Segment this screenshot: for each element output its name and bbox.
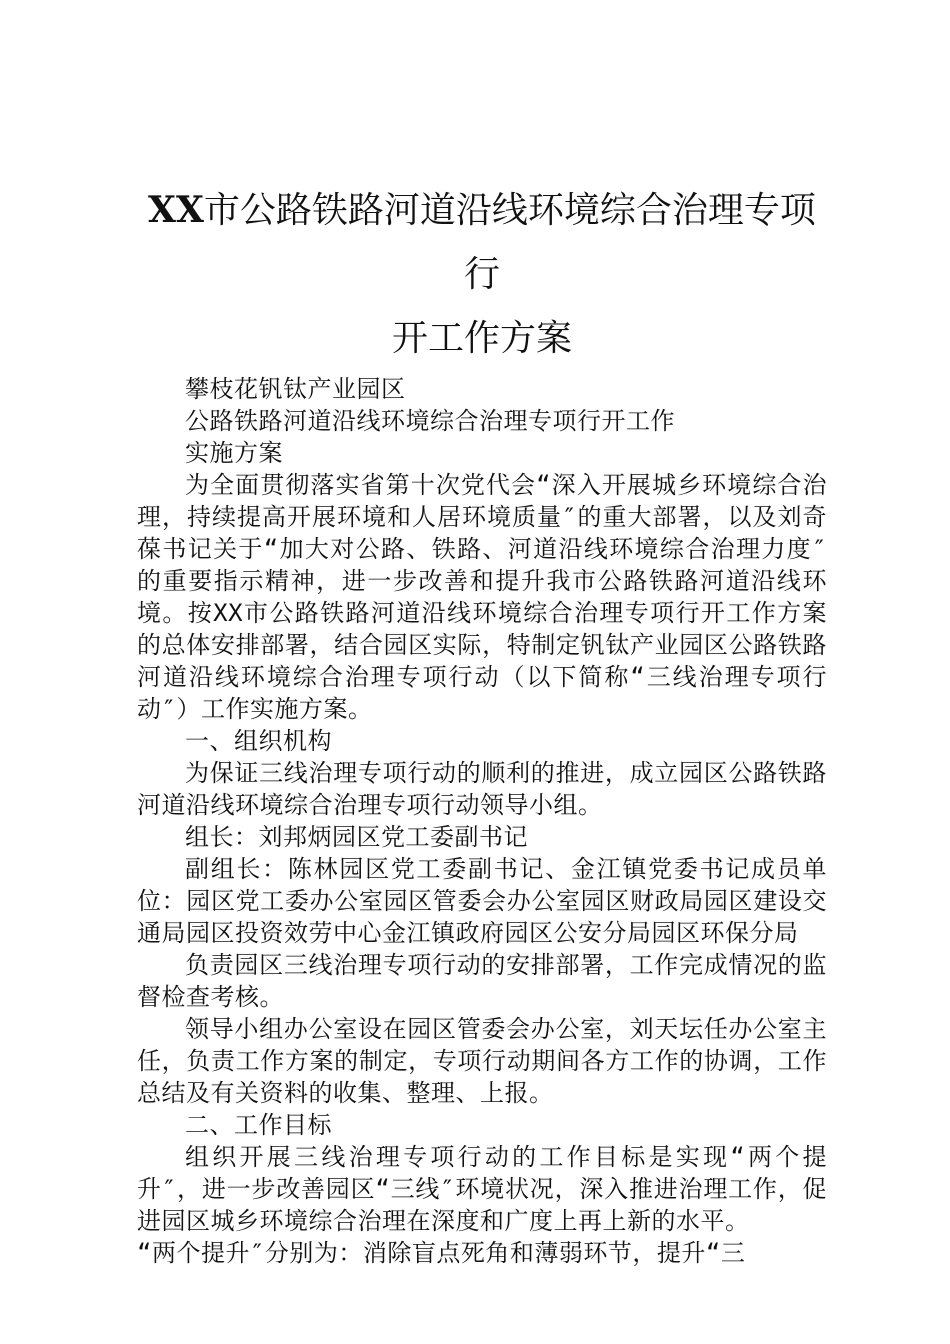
section-heading-1: 一、组织机构 (185, 727, 332, 755)
title-line-1-text: 市公路铁路河道沿线环境综合治理专项行 (203, 190, 816, 295)
document-title (137, 178, 827, 371)
title-line-1 (137, 178, 827, 307)
paragraph-responsibility: 负责园区三线治理专项行动的安排部署，工作完成情况的监督检查考核。 (137, 951, 827, 1011)
paragraph-office: 领导小组办公室设在园区管委会办公室，刘天坛任办公室主任，负责工作方案的制定，专项行动期间各方工作的协调，工作总结及有关资料的收集、整理、上报。 (137, 1015, 827, 1107)
document-body (137, 373, 827, 1269)
paragraph-subtitle-2: 实施方案 (185, 439, 283, 467)
paragraph-goal: 组织开展三线治理专项行动的工作目标是实现“两个提升″，进一步改善园区“三线″环境状况，深入推进治理工作，促进园区城乡环境综合治理在深度和广度上再上新的水平。 (137, 1143, 827, 1235)
section-heading-2: 二、工作目标 (185, 1111, 332, 1139)
document-page (137, 178, 827, 1269)
paragraph-org-name: 攀枝花钒钛产业园区 (185, 375, 406, 403)
paragraph-deputy-members: 副组长：陈林园区党工委副书记、金江镇党委书记成员单位：园区党工委办公室园区管委会办公室园区财政局园区建设交通局园区投资效劳中心金江镇政府园区公安分局园区环保分局 (137, 855, 827, 947)
paragraph-org-purpose: 为保证三线治理专项行动的顺利的推进，成立园区公路铁路河道沿线环境综合治理专项行动领导小组。 (137, 759, 827, 819)
paragraph-two-improvements: “两个提升″分别为：消除盲点死角和薄弱环节，提升“三 (137, 1239, 746, 1267)
paragraph-leader: 组长：刘邦炳园区党工委副书记 (185, 823, 528, 851)
paragraph-intro: 为全面贯彻落实省第十次党代会“深入开展城乡环境综合治理，持续提高开展环境和人居环境质量″的重大部署，以及刘奇葆书记关于“加大对公路、铁路、河道沿线环境综合治理力度″的重要指示精神，进一步改善和提升我市公路铁路河道沿线环境。按XX市公路铁路河道沿线环境综合治理专项行开工作方案的总体安排部署，结合园区实际，特制定钒钛产业园区公路铁路河道沿线环境综合治理专项行动（以下简称“三线治理专项行动″）工作实施方案。 (137, 471, 827, 723)
paragraph-subtitle: 公路铁路河道沿线环境综合治理专项行开工作 (185, 407, 675, 435)
title-line-2: 开工作方案 (391, 318, 572, 359)
title-prefix: XX (148, 189, 204, 231)
